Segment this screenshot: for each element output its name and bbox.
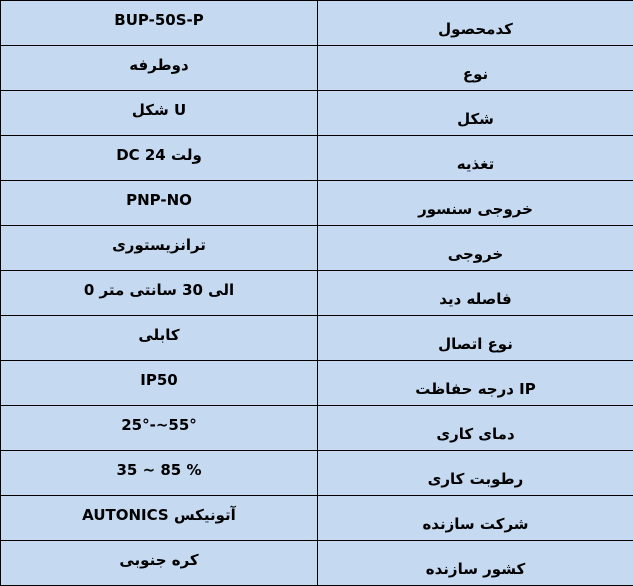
table-row: [1, 451, 633, 496]
spec-label-cell: [318, 181, 633, 226]
spec-label: کشور سازنده: [425, 560, 526, 578]
table-row: [1, 91, 633, 136]
spec-value-cell: [1, 136, 318, 181]
spec-value-cell: [1, 361, 318, 406]
spec-value: کره جنوبی: [119, 551, 199, 569]
table-row: [1, 181, 633, 226]
spec-value: AUTONICS آتونیکس: [82, 506, 236, 524]
spec-label: شرکت سازنده: [422, 515, 529, 533]
spec-label: دمای کاری: [436, 425, 515, 443]
spec-label-cell: [318, 361, 633, 406]
table-row: [1, 1, 633, 46]
table-row: [1, 316, 633, 361]
spec-value-cell: [1, 541, 318, 586]
table-row: [1, 46, 633, 91]
spec-value-cell: [1, 91, 318, 136]
spec-value-cell: [1, 451, 318, 496]
spec-label-cell: [318, 496, 633, 541]
spec-value: ترانزیستوری: [112, 236, 206, 254]
table-row: [1, 406, 633, 451]
table-row: [1, 541, 633, 586]
spec-label: فاصله دید: [439, 290, 512, 308]
spec-value: IP50: [140, 371, 178, 389]
spec-value: 35 ~ 85 %: [116, 461, 202, 479]
spec-label-cell: [318, 91, 633, 136]
spec-label: شکل: [457, 110, 494, 128]
spec-table-body: [1, 1, 633, 586]
table-row: [1, 361, 633, 406]
spec-label-cell: [318, 1, 633, 46]
spec-value: DC ولت 24: [116, 146, 202, 164]
table-row: [1, 496, 633, 541]
spec-label: درجه حفاظت IP: [415, 380, 536, 398]
spec-value-cell: [1, 406, 318, 451]
table-row: [1, 136, 633, 181]
spec-value: PNP-NO: [126, 191, 192, 209]
spec-value: الی 30 سانتی متر 0: [83, 281, 235, 299]
spec-label-cell: [318, 406, 633, 451]
spec-value-cell: [1, 46, 318, 91]
spec-label: خروجی سنسور: [418, 200, 533, 218]
spec-label-cell: [318, 541, 633, 586]
spec-value-cell: [1, 316, 318, 361]
table-row: [1, 226, 633, 271]
spec-label: نوع: [462, 65, 489, 83]
spec-label: کدمحصول: [438, 20, 513, 38]
spec-label-cell: [318, 136, 633, 181]
spec-label: رطوبت کاری: [427, 470, 524, 488]
spec-value: 25°-~55°: [121, 416, 197, 434]
spec-value-cell: [1, 271, 318, 316]
spec-value-cell: [1, 496, 318, 541]
spec-value: BUP-50S-P: [114, 11, 204, 29]
spec-label-cell: [318, 226, 633, 271]
spec-label-cell: [318, 451, 633, 496]
spec-label: تغذیه: [456, 155, 495, 173]
spec-value-cell: [1, 226, 318, 271]
spec-value-cell: [1, 181, 318, 226]
spec-value: شکل U: [131, 101, 187, 119]
spec-label-cell: [318, 316, 633, 361]
spec-label: خروجی: [447, 245, 504, 263]
spec-value: کابلی: [138, 326, 180, 344]
spec-label-cell: [318, 46, 633, 91]
spec-label: نوع اتصال: [438, 335, 513, 353]
table-row: [1, 271, 633, 316]
spec-label-cell: [318, 271, 633, 316]
spec-value-cell: [1, 1, 318, 46]
spec-value: دوطرفه: [129, 56, 189, 74]
